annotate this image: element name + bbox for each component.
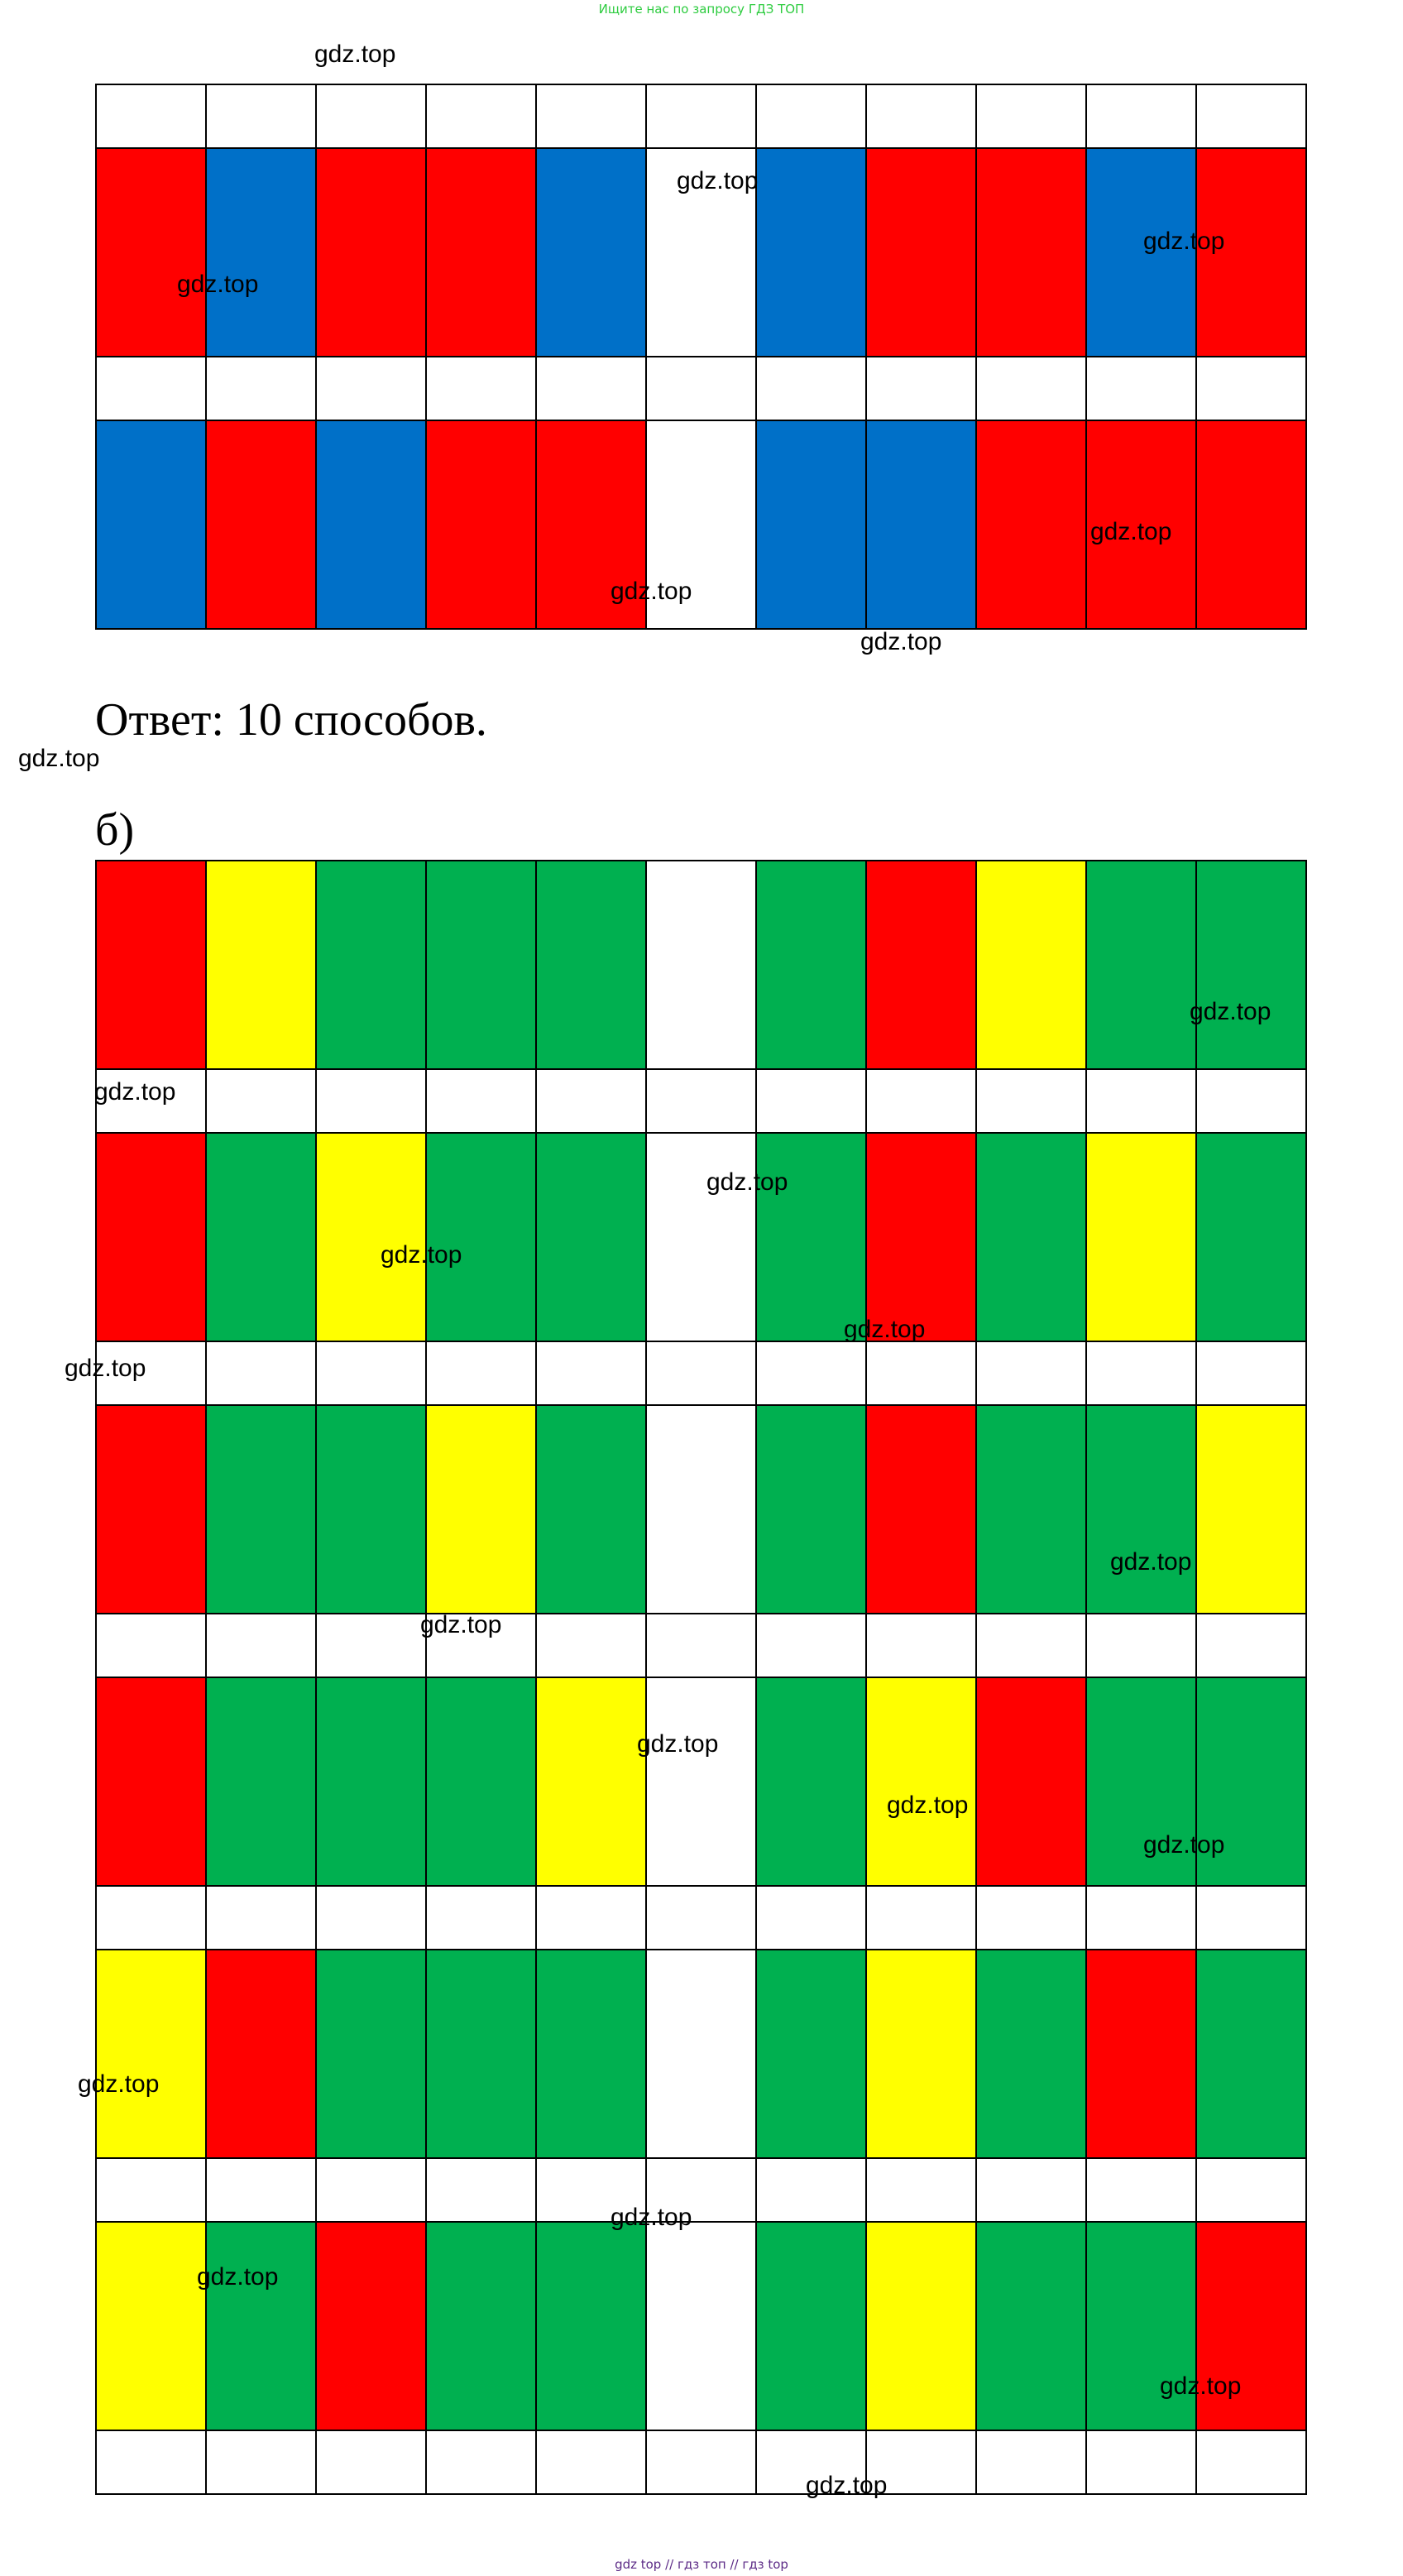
stripe-cell bbox=[206, 2222, 316, 2430]
empty-cell bbox=[1196, 1069, 1306, 1133]
stripe-cell bbox=[316, 1950, 426, 2158]
stripe-cell bbox=[756, 1677, 866, 1886]
empty-cell bbox=[96, 84, 206, 148]
empty-cell bbox=[1086, 1886, 1196, 1950]
stripe-cell bbox=[646, 1405, 756, 1614]
stripe-cell bbox=[976, 1133, 1086, 1341]
part-b-flag-row bbox=[96, 861, 1306, 1069]
empty-cell bbox=[1086, 357, 1196, 420]
empty-cell bbox=[646, 1614, 756, 1677]
watermark: gdz.top bbox=[314, 41, 396, 68]
stripe-cell bbox=[426, 420, 536, 629]
stripe-cell bbox=[536, 1677, 646, 1886]
empty-cell bbox=[976, 1886, 1086, 1950]
stripe-cell bbox=[976, 861, 1086, 1069]
stripe-cell bbox=[976, 2222, 1086, 2430]
stripe-cell bbox=[316, 1405, 426, 1614]
stripe-cell bbox=[536, 1133, 646, 1341]
empty-cell bbox=[206, 357, 316, 420]
stripe-cell bbox=[96, 861, 206, 1069]
watermark: gdz.top bbox=[1090, 518, 1172, 545]
empty-cell bbox=[756, 1614, 866, 1677]
stripe-cell bbox=[96, 2222, 206, 2430]
stripe-cell bbox=[1196, 420, 1306, 629]
stripe-cell bbox=[866, 2222, 976, 2430]
stripe-cell bbox=[866, 861, 976, 1069]
empty-cell bbox=[426, 2430, 536, 2494]
stripe-cell bbox=[316, 2222, 426, 2430]
part-a-separator-row bbox=[96, 357, 1306, 420]
empty-cell bbox=[316, 1341, 426, 1405]
stripe-cell bbox=[536, 1405, 646, 1614]
empty-cell bbox=[866, 84, 976, 148]
watermark: gdz.top bbox=[177, 271, 259, 298]
empty-cell bbox=[976, 357, 1086, 420]
empty-cell bbox=[536, 1341, 646, 1405]
stripe-cell bbox=[206, 1950, 316, 2158]
empty-cell bbox=[316, 2430, 426, 2494]
watermark: gdz.top bbox=[420, 1611, 502, 1638]
watermark: gdz.top bbox=[860, 628, 942, 655]
watermark: gdz.top bbox=[677, 167, 759, 194]
stripe-cell bbox=[976, 1677, 1086, 1886]
watermark: gdz.top bbox=[78, 2070, 160, 2098]
stripe-cell bbox=[536, 2222, 646, 2430]
empty-cell bbox=[646, 2430, 756, 2494]
stripe-cell bbox=[1086, 1950, 1196, 2158]
empty-cell bbox=[646, 84, 756, 148]
stripe-cell bbox=[756, 2222, 866, 2430]
empty-cell bbox=[756, 1069, 866, 1133]
stripe-cell bbox=[426, 148, 536, 357]
empty-cell bbox=[206, 2430, 316, 2494]
empty-cell bbox=[426, 2158, 536, 2222]
empty-cell bbox=[756, 1886, 866, 1950]
empty-cell bbox=[96, 2158, 206, 2222]
empty-cell bbox=[426, 1886, 536, 1950]
watermark: gdz.top bbox=[1143, 1831, 1225, 1859]
empty-cell bbox=[1086, 1614, 1196, 1677]
stripe-cell bbox=[866, 148, 976, 357]
stripe-cell bbox=[206, 1133, 316, 1341]
watermark: gdz.top bbox=[637, 1730, 719, 1758]
empty-cell bbox=[316, 2158, 426, 2222]
empty-cell bbox=[206, 84, 316, 148]
stripe-cell bbox=[96, 1133, 206, 1341]
bottom-banner: gdz top // гдз топ // гдз top bbox=[615, 2557, 788, 2572]
empty-cell bbox=[1196, 1614, 1306, 1677]
empty-cell bbox=[756, 84, 866, 148]
watermark: gdz.top bbox=[706, 1168, 788, 1196]
empty-cell bbox=[756, 2158, 866, 2222]
flag-grid-part-a bbox=[95, 84, 1307, 630]
empty-cell bbox=[646, 1069, 756, 1133]
stripe-cell bbox=[646, 2222, 756, 2430]
stripe-cell bbox=[426, 1405, 536, 1614]
stripe-cell bbox=[536, 148, 646, 357]
stripe-cell bbox=[756, 1405, 866, 1614]
empty-cell bbox=[976, 1341, 1086, 1405]
empty-cell bbox=[866, 1614, 976, 1677]
empty-cell bbox=[1086, 1341, 1196, 1405]
watermark: gdz.top bbox=[844, 1316, 926, 1343]
part-b-separator-row bbox=[96, 1886, 1306, 1950]
empty-cell bbox=[96, 1886, 206, 1950]
stripe-cell bbox=[976, 420, 1086, 629]
stripe-cell bbox=[646, 1677, 756, 1886]
empty-cell bbox=[976, 2158, 1086, 2222]
empty-cell bbox=[426, 357, 536, 420]
empty-cell bbox=[1196, 1341, 1306, 1405]
answer-text: Ответ: 10 способов. bbox=[95, 694, 487, 746]
empty-cell bbox=[646, 357, 756, 420]
stripe-cell bbox=[976, 1405, 1086, 1614]
empty-cell bbox=[206, 1886, 316, 1950]
empty-cell bbox=[426, 1069, 536, 1133]
stripe-cell bbox=[316, 420, 426, 629]
stripe-cell bbox=[1086, 861, 1196, 1069]
part-b-flag-row bbox=[96, 1133, 1306, 1341]
stripe-cell bbox=[866, 1405, 976, 1614]
empty-cell bbox=[1196, 1886, 1306, 1950]
stripe-cell bbox=[426, 861, 536, 1069]
empty-cell bbox=[316, 1069, 426, 1133]
empty-cell bbox=[316, 84, 426, 148]
empty-cell bbox=[1086, 2158, 1196, 2222]
empty-cell bbox=[96, 1614, 206, 1677]
stripe-cell bbox=[756, 861, 866, 1069]
part-b-label: б) bbox=[95, 804, 135, 856]
stripe-cell bbox=[316, 1133, 426, 1341]
empty-cell bbox=[206, 2158, 316, 2222]
watermark: gdz.top bbox=[381, 1241, 462, 1269]
stripe-cell bbox=[976, 148, 1086, 357]
empty-cell bbox=[536, 84, 646, 148]
stripe-cell bbox=[426, 2222, 536, 2430]
stripe-cell bbox=[1086, 1405, 1196, 1614]
watermark: gdz.top bbox=[887, 1792, 969, 1819]
stripe-cell bbox=[866, 420, 976, 629]
empty-cell bbox=[426, 84, 536, 148]
top-banner: Ищите нас по запросу ГДЗ ТОП bbox=[598, 2, 805, 17]
part-b-separator-row bbox=[96, 1614, 1306, 1677]
stripe-cell bbox=[866, 1677, 976, 1886]
watermark: gdz.top bbox=[611, 578, 692, 605]
empty-cell bbox=[206, 1069, 316, 1133]
part-b-separator-row bbox=[96, 2430, 1306, 2494]
empty-cell bbox=[96, 2430, 206, 2494]
part-b-separator-row bbox=[96, 2158, 1306, 2222]
stripe-cell bbox=[96, 420, 206, 629]
stripe-cell bbox=[536, 861, 646, 1069]
part-a-separator-row bbox=[96, 84, 1306, 148]
part-b-separator-row bbox=[96, 1341, 1306, 1405]
empty-cell bbox=[976, 2430, 1086, 2494]
empty-cell bbox=[866, 1341, 976, 1405]
stripe-cell bbox=[426, 1677, 536, 1886]
empty-cell bbox=[1196, 84, 1306, 148]
stripe-cell bbox=[646, 1950, 756, 2158]
watermark: gdz.top bbox=[806, 2472, 888, 2499]
empty-cell bbox=[1196, 357, 1306, 420]
empty-cell bbox=[536, 2430, 646, 2494]
empty-cell bbox=[1086, 84, 1196, 148]
empty-cell bbox=[866, 2158, 976, 2222]
empty-cell bbox=[976, 1614, 1086, 1677]
stripe-cell bbox=[866, 1950, 976, 2158]
stripe-cell bbox=[646, 861, 756, 1069]
watermark: gdz.top bbox=[65, 1355, 146, 1382]
watermark: gdz.top bbox=[1190, 998, 1271, 1025]
empty-cell bbox=[316, 1886, 426, 1950]
flag-grid-part-b bbox=[95, 860, 1307, 2495]
stripe-cell bbox=[1196, 1950, 1306, 2158]
empty-cell bbox=[1086, 2430, 1196, 2494]
empty-cell bbox=[646, 1886, 756, 1950]
empty-cell bbox=[1196, 2158, 1306, 2222]
empty-cell bbox=[536, 357, 646, 420]
part-b-flag-row bbox=[96, 1950, 1306, 2158]
empty-cell bbox=[206, 1341, 316, 1405]
stripe-cell bbox=[96, 148, 206, 357]
stripe-cell bbox=[316, 1677, 426, 1886]
stripe-cell bbox=[316, 148, 426, 357]
stripe-cell bbox=[426, 1950, 536, 2158]
watermark: gdz.top bbox=[197, 2263, 279, 2291]
stripe-cell bbox=[206, 1677, 316, 1886]
watermark: gdz.top bbox=[1160, 2372, 1242, 2400]
watermark: gdz.top bbox=[611, 2204, 692, 2231]
empty-cell bbox=[316, 357, 426, 420]
stripe-cell bbox=[1196, 1133, 1306, 1341]
stripe-cell bbox=[1196, 1405, 1306, 1614]
stripe-cell bbox=[866, 1133, 976, 1341]
stripe-cell bbox=[206, 148, 316, 357]
stripe-cell bbox=[96, 1405, 206, 1614]
empty-cell bbox=[756, 1341, 866, 1405]
empty-cell bbox=[316, 1614, 426, 1677]
empty-cell bbox=[206, 1614, 316, 1677]
empty-cell bbox=[976, 1069, 1086, 1133]
empty-cell bbox=[1086, 1069, 1196, 1133]
empty-cell bbox=[646, 1341, 756, 1405]
stripe-cell bbox=[756, 1133, 866, 1341]
part-b-flag-row bbox=[96, 1405, 1306, 1614]
stripe-cell bbox=[426, 1133, 536, 1341]
part-b-flag-row bbox=[96, 2222, 1306, 2430]
empty-cell bbox=[866, 1069, 976, 1133]
stripe-cell bbox=[316, 861, 426, 1069]
empty-cell bbox=[866, 1886, 976, 1950]
stripe-cell bbox=[206, 861, 316, 1069]
empty-cell bbox=[866, 357, 976, 420]
part-b-separator-row bbox=[96, 1069, 1306, 1133]
empty-cell bbox=[976, 84, 1086, 148]
stripe-cell bbox=[1196, 861, 1306, 1069]
watermark: gdz.top bbox=[18, 745, 100, 772]
stripe-cell bbox=[756, 148, 866, 357]
empty-cell bbox=[426, 1341, 536, 1405]
stripe-cell bbox=[96, 1677, 206, 1886]
empty-cell bbox=[96, 357, 206, 420]
stripe-cell bbox=[976, 1950, 1086, 2158]
stripe-cell bbox=[646, 1133, 756, 1341]
empty-cell bbox=[536, 1886, 646, 1950]
stripe-cell bbox=[756, 1950, 866, 2158]
empty-cell bbox=[536, 1069, 646, 1133]
empty-cell bbox=[1196, 2430, 1306, 2494]
watermark: gdz.top bbox=[94, 1078, 176, 1106]
stripe-cell bbox=[206, 1405, 316, 1614]
stripe-cell bbox=[96, 1950, 206, 2158]
stripe-cell bbox=[1086, 1133, 1196, 1341]
stripe-cell bbox=[206, 420, 316, 629]
empty-cell bbox=[536, 1614, 646, 1677]
empty-cell bbox=[756, 357, 866, 420]
watermark: gdz.top bbox=[1110, 1548, 1192, 1576]
watermark: gdz.top bbox=[1143, 228, 1225, 255]
part-b-flag-row bbox=[96, 1677, 1306, 1886]
stripe-cell bbox=[536, 1950, 646, 2158]
stripe-cell bbox=[756, 420, 866, 629]
